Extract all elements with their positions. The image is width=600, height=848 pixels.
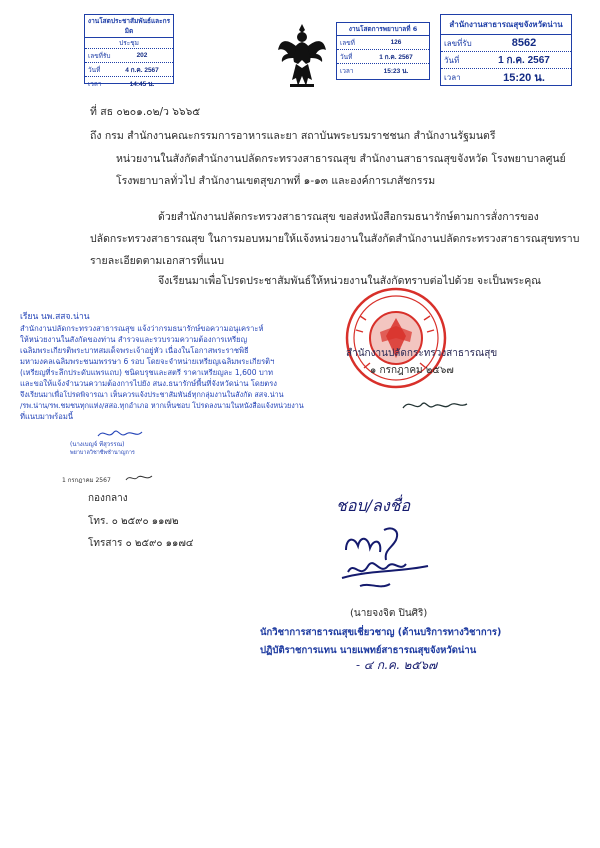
signer-name: (นายจงจิต ปินศิริ)	[350, 608, 428, 619]
stamp-row: เลขที่รับ 202	[85, 49, 173, 63]
memo-line: มหามงคลเฉลิมพระชนมพรรษา 6 รอบ โดยจะจำหน่ายเหรียญเฉลิมพระเกียรติฯ	[20, 357, 275, 366]
office-signature	[400, 396, 470, 414]
memo-line: จึงเรียนมาเพื่อโปรดพิจารณา เห็นควรแจ้งประชาสัมพันธ์ทุกกลุ่มงานในสังกัด สสจ.น่าน	[20, 390, 284, 399]
stamp-row: เลขที่ 126	[337, 36, 429, 50]
stamp-title: งานโสตการพยาบาลที่ 6	[337, 23, 429, 36]
stamp-row: เลขที่รับ 8562	[441, 35, 571, 52]
telephone: โทร. ๐ ๒๕๙๐ ๑๑๗๒	[88, 516, 179, 527]
office-date: ๑ กรกฎาคม ๒๕๖๗	[370, 365, 454, 376]
memo-initials	[124, 472, 154, 484]
memo-line: ให้หน่วยงานในสังกัดของท่าน สำรวจและรวบรวมความต้องการเหรียญ	[20, 335, 248, 344]
recipients-line-1: ถึง กรม สำนักงานคณะกรรมการอาหารและยา สถาบันพระบรมราชชนก สำนักงานรัฐมนตรี	[90, 130, 496, 142]
body-line-2: ปลัดกระทรวงสาธารณสุข ในการมอบหมายให้แจ้งหน่วยงานในสังกัดสำนักงานปลัดกระทรวงสาธารณสุขทราบ	[90, 233, 580, 245]
stamp-row: วันที่ 1 ก.ค. 2567	[337, 50, 429, 64]
handwritten-approval: ชอบ/ลงชื่อ	[336, 496, 411, 515]
memo-signed-date: 1 กรกฎาคม 2567	[62, 477, 111, 484]
recipients-line-2: หน่วยงานในสังกัดสำนักงานปลัดกระทรวงสาธารณสุข สำนักงานสาธารณสุขจังหวัด โรงพยาบาลศูนย์	[116, 153, 566, 165]
stamp-subtitle: ประชุม	[85, 38, 173, 49]
stamp-title: สำนักงานสาธารณสุขจังหวัดน่าน	[441, 15, 571, 35]
memo-line: เรียน นพ.สสจ.น่าน	[20, 312, 90, 322]
stamp-row: เวลา 15:20 น.	[444, 72, 545, 84]
memo-line: (เหรียญที่ระลึกประดับแพรแถบ) ชนิดบรุชและสตรี ราคาเหรียญละ 1,600 บาท	[20, 368, 274, 377]
memo-signer-name: (นางเบญจ์ ทีสุวรรณ)	[70, 441, 125, 448]
receipt-stamp-right	[440, 14, 572, 86]
receipt-stamp-middle	[336, 22, 430, 80]
recipients-line-3: โรงพยาบาลทั่วไป สำนักงานเขตสุขภาพที่ ๑-๑๓ และองค์การเภสัชกรรม	[116, 175, 436, 187]
document-reference: ที่ สธ ๐๒๐๑.๐๒/ว ๖๖๖๕	[90, 106, 201, 118]
stamp-row: เวลา 14:45 น.	[88, 79, 155, 88]
stamp-title: งานโสตประชาสัมพันธ์และกรมิต	[85, 15, 173, 38]
stamp-row: วันที่ 1 ก.ค. 2567	[441, 52, 571, 69]
office-name: สำนักงานปลัดกระทรวงสาธารณสุข	[346, 348, 498, 359]
memo-line: /รพ.น่าน/รพ.ชมชนทุกแห่ง/สสอ.ทุกอำเภอ หากเห็นชอบ โปรดลงนามในหนังสือแจ้งหน่วยงาน	[20, 401, 304, 410]
fax: โทรสาร ๐ ๒๕๙๐ ๑๑๗๔	[88, 538, 194, 549]
stamp-row: วันที่ 4 ก.ค. 2567	[85, 63, 173, 77]
body-line-3: รายละเอียดตามเอกสารที่แนบ	[90, 255, 224, 267]
stamp-row: เวลา 15:23 น.	[340, 66, 409, 75]
receipt-stamp-left	[84, 14, 174, 88]
memo-line: และขอให้แจ้งจำนวนความต้องการไปยัง สนง.ธนารักษ์พื้นที่จังหวัดน่าน โดยตรง	[20, 379, 277, 388]
signer-title-1: นักวิชาการสาธารณสุขเชี่ยวชาญ (ด้านบริการทางวิชาการ)	[260, 627, 502, 638]
memo-signer-title: พยาบาลวิชาชีพชำนาญการ	[70, 450, 135, 456]
division-name: กองกลาง	[88, 493, 128, 504]
garuda-emblem	[276, 20, 328, 92]
signer-title-2: ปฏิบัติราชการแทน นายแพทย์สาธารณสุขจังหวัดน่าน	[260, 645, 477, 656]
director-signature	[340, 520, 432, 600]
handwritten-date: - ๔ ก.ค. ๒๕๖๗	[356, 658, 438, 672]
body-line-1: ด้วยสำนักงานปลัดกระทรวงสาธารณสุข ขอส่งหนังสือกรมธนารักษ์ตามการสั่งการของ	[158, 211, 539, 223]
body-line-4: จึงเรียนมาเพื่อโปรดประชาสัมพันธ์ให้หน่วยงานในสังกัดทราบต่อไปด้วย จะเป็นพระคุณ	[158, 275, 542, 287]
memo-line: ที่แนบมาพร้อมนี้	[20, 412, 74, 421]
memo-line: สำนักงานปลัดกระทรวงสาธารณสุข แจ้งว่ากรมธนารักษ์ขอความอนุเคราะห์	[20, 324, 264, 333]
memo-line: เฉลิมพระเกียรติพระบาทสมเด็จพระเจ้าอยู่หัว เนื่องในโอกาสพระราชพิธี	[20, 346, 249, 355]
